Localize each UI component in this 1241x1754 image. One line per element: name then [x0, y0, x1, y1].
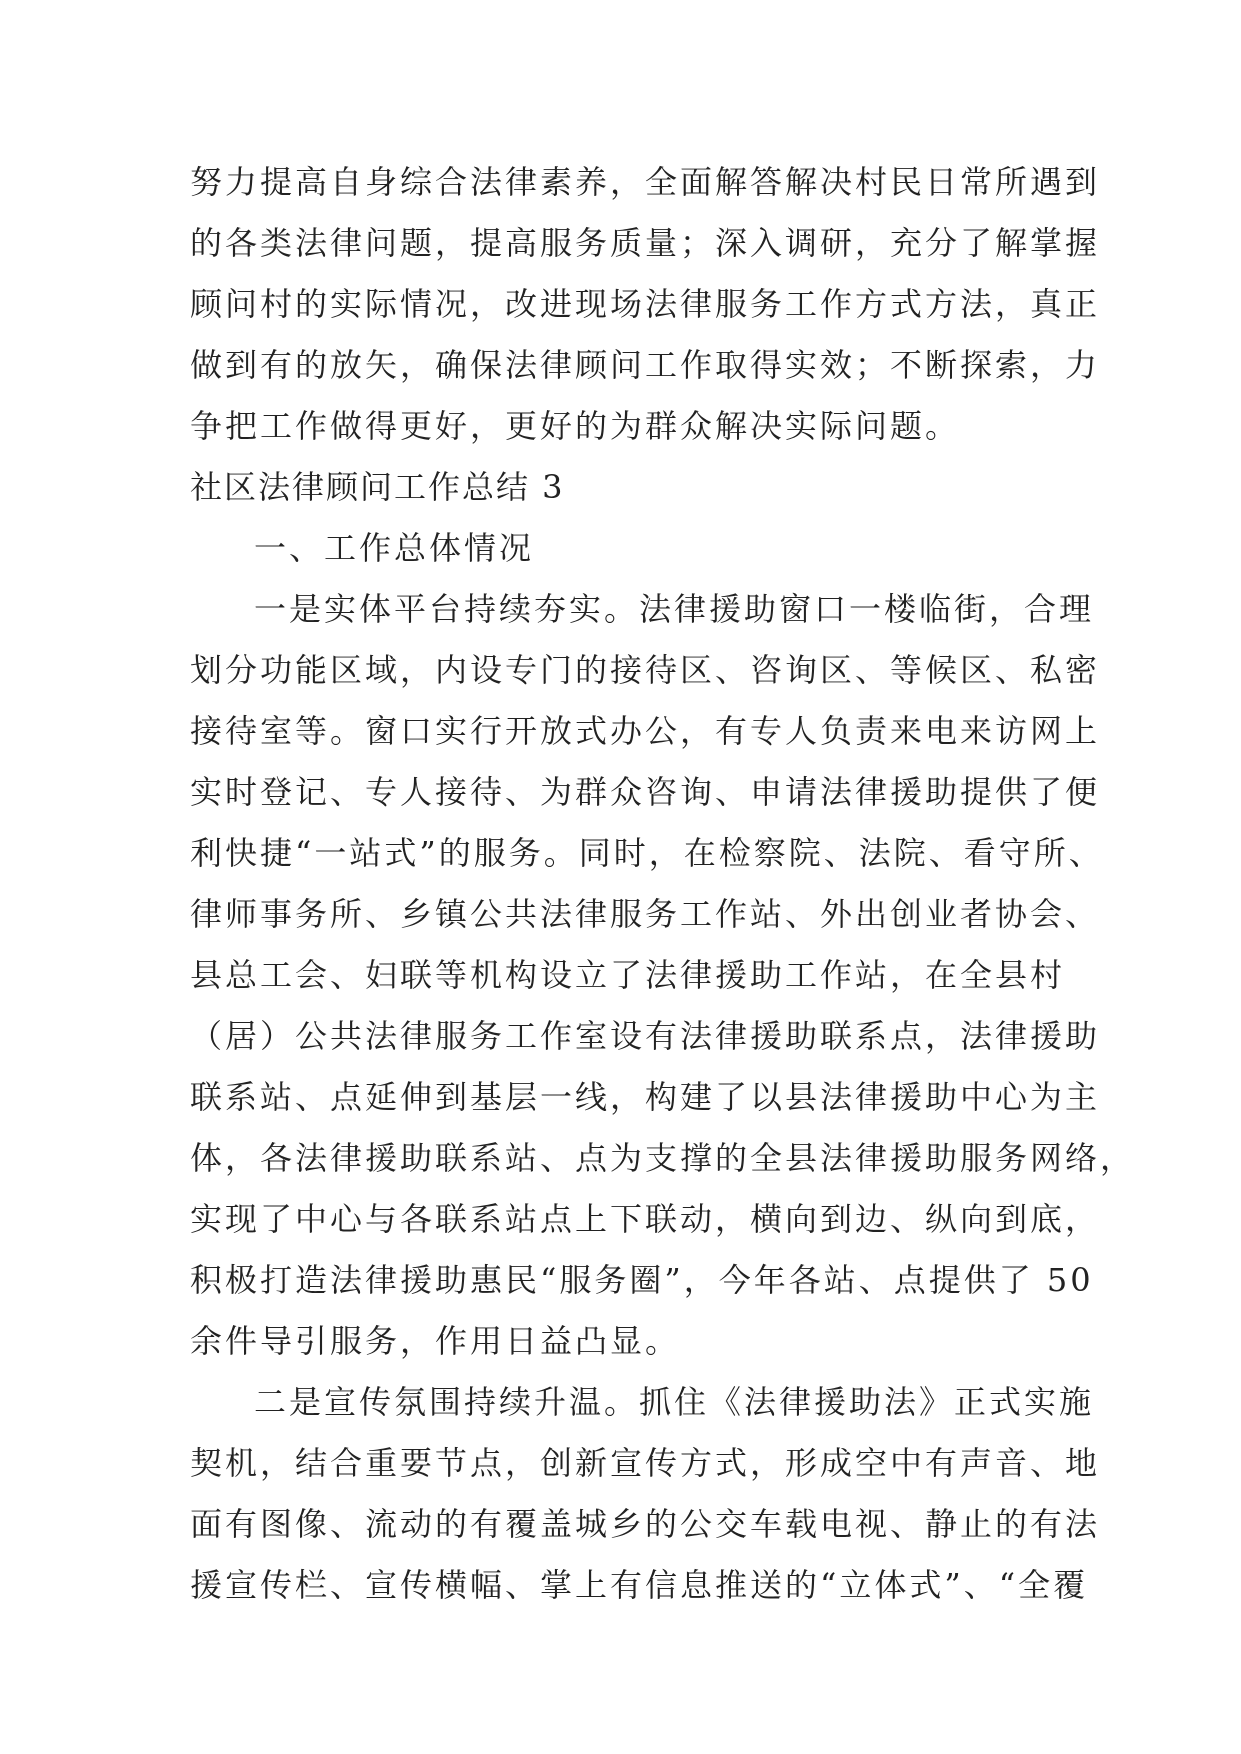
text-line: 做到有的放矢，确保法律顾问工作取得实效；不断探索，力 [190, 346, 1101, 384]
paragraph-line: 体，各法律援助联系站、点为支撑的全县法律援助服务网络， [190, 1139, 1136, 1177]
document-page [190, 152, 1136, 1616]
paragraph-line: 余件导引服务，作用日益凸显。 [190, 1322, 681, 1360]
text-line: 争把工作做得更好，更好的为群众解决实际问题。 [190, 407, 961, 445]
text-line: 顾问村的实际情况，改进现场法律服务工作方式方法，真正 [190, 285, 1101, 323]
paragraph-line: 律师事务所、乡镇公共法律服务工作站、外出创业者协会、 [190, 895, 1101, 933]
paragraph-line: 契机，结合重要节点，创新宣传方式，形成空中有声音、地 [190, 1444, 1101, 1482]
paragraph-line: 县总工会、妇联等机构设立了法律援助工作站，在全县村 [190, 956, 1066, 994]
paragraph-line: 援宣传栏、宣传横幅、掌上有信息推送的“立体式”、“全覆 [190, 1566, 1089, 1604]
paragraph-line: 利快捷“一站式”的服务。同时，在检察院、法院、看守所、 [190, 834, 1104, 872]
text-line: 努力提高自身综合法律素养，全面解答解决村民日常所遇到 [190, 163, 1101, 201]
paragraph-line: 接待室等。窗口实行开放式办公，有专人负责来电来访网上 [190, 712, 1101, 750]
paragraph-line: （居）公共法律服务工作室设有法律援助联系点，法律援助 [190, 1017, 1101, 1055]
paragraph-line: 划分功能区域，内设专门的接待区、咨询区、等候区、私密 [190, 651, 1101, 689]
paragraph-line: 实现了中心与各联系站点上下联动，横向到边、纵向到底， [190, 1200, 1101, 1238]
section-title: 社区法律顾问工作总结 3 [190, 468, 565, 506]
paragraph-line: 一是实体平台持续夯实。法律援助窗口一楼临街，合理 [254, 590, 1095, 628]
text-line: 的各类法律问题，提高服务质量；深入调研，充分了解掌握 [190, 224, 1101, 262]
paragraph-line: 联系站、点延伸到基层一线，构建了以县法律援助中心为主 [190, 1078, 1101, 1116]
paragraph-line: 面有图像、流动的有覆盖城乡的公交车载电视、静止的有法 [190, 1505, 1101, 1543]
heading-1: 一、工作总体情况 [254, 529, 535, 567]
paragraph-line: 实时登记、专人接待、为群众咨询、申请法律援助提供了便 [190, 773, 1101, 811]
paragraph-line: 二是宣传氛围持续升温。抓住《法律援助法》正式实施 [254, 1383, 1095, 1421]
paragraph-line: 积极打造法律援助惠民“服务圈”，今年各站、点提供了 50 [190, 1261, 1094, 1299]
